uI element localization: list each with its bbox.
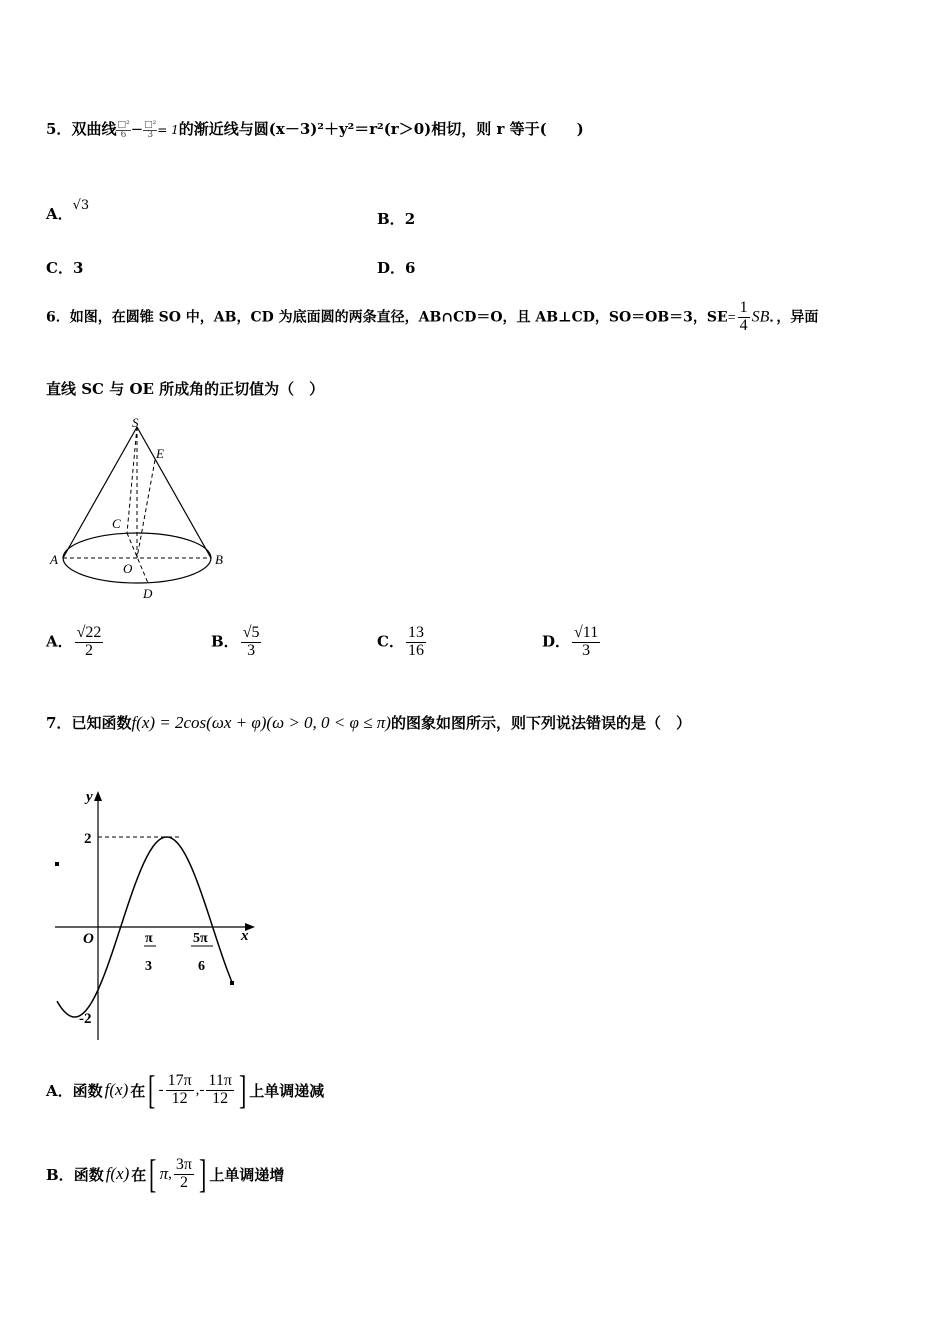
label-c: C <box>112 516 121 531</box>
cone-figure <box>45 415 235 605</box>
y-axis-arrow <box>94 791 102 801</box>
q6-option-c: C． $\frac{13}{16}$ <box>377 624 424 659</box>
question-stem: 的渐近线与圆(x－3)²＋y²＝r²(r＞0)相切，则 r 等于( ) <box>178 120 584 138</box>
function-formula: f(x) = 2cos(ωx + φ)(ω > 0, 0 < φ ≤ π) <box>131 713 391 732</box>
label-b: B <box>215 552 223 567</box>
q5-option-b: B．2 <box>377 210 416 228</box>
q5-option-d: D．6 <box>377 259 416 277</box>
label-o: O <box>123 561 133 576</box>
label-d: D <box>143 586 153 601</box>
question-7: 7．已知函数f(x) = 2cos(ωx + φ)(ω > 0, 0 < φ ≤ π)的图象如图所示，则下列说法错误的是（ ） <box>46 713 691 732</box>
q6-option-d: D． $\frac{√11}{3}$ <box>542 624 599 659</box>
label-two: 2 <box>84 831 92 847</box>
question-6-line1: 6．如图，在圆锥 SO 中，AB，CD 为底面圆的两条直径，AB∩CD＝O，且 AB⊥CD，SO＝OB＝3，SE= $\frac{1}{4}$ SB．，异面 <box>46 299 819 334</box>
hyperbola-term-a: $\frac{\text{□²}}{6}$ <box>117 119 130 140</box>
q7-option-a: A． 函数 f(x) 在 [ - $\frac{17\pi}{12}$ , - $\frac{11\pi}{12}$ ] 上单调递减 <box>46 1067 325 1112</box>
q7-option-b: B． 函数 f(x) 在 [ π , $\frac{3\pi}{2}$ ] 上单调递增 <box>46 1151 285 1196</box>
label-5pi6-den: 6 <box>198 959 205 974</box>
label-x: x <box>241 928 249 944</box>
label-a: A <box>50 552 58 567</box>
q5-option-a: A．√3 <box>46 198 90 223</box>
question-6-line2: 直线 SC 与 OE 所成角的正切值为（ ） <box>46 380 325 398</box>
q6-option-a: A． $\frac{√22}{2}$ <box>46 624 102 659</box>
edge-sa <box>63 427 137 558</box>
label-e: E <box>156 446 164 461</box>
cosine-graph <box>45 785 265 1045</box>
question-prefix: 双曲线 <box>71 120 117 138</box>
edge-sb <box>137 427 211 558</box>
segment-oe <box>137 460 155 558</box>
q5-option-c: C．3 <box>46 259 84 277</box>
question-5: 5．双曲线 $\frac{\text{□²}}{6}$ − $\frac{\text{□²}}{3}$ = 1的渐近线与圆(x－3)²＋y²＝r²(r＞0)相切，则 r 等于( ) <box>46 119 584 140</box>
label-pi3-den: 3 <box>145 959 152 974</box>
q6-option-b: B． $\frac{√5}{3}$ <box>211 624 260 659</box>
curve-end-point <box>230 981 234 985</box>
label-5pi6-num: 5π <box>193 931 208 946</box>
label-pi3-num: π <box>145 931 153 946</box>
label-origin: O <box>83 931 94 947</box>
label-y: y <box>86 789 93 805</box>
label-s: S <box>132 415 139 430</box>
curve-start-point <box>55 862 59 866</box>
label-neg-two: -2 <box>79 1011 92 1027</box>
hyperbola-term-b: $\frac{\text{□²}}{3}$ <box>144 119 157 140</box>
question-number: 5． <box>46 120 72 138</box>
